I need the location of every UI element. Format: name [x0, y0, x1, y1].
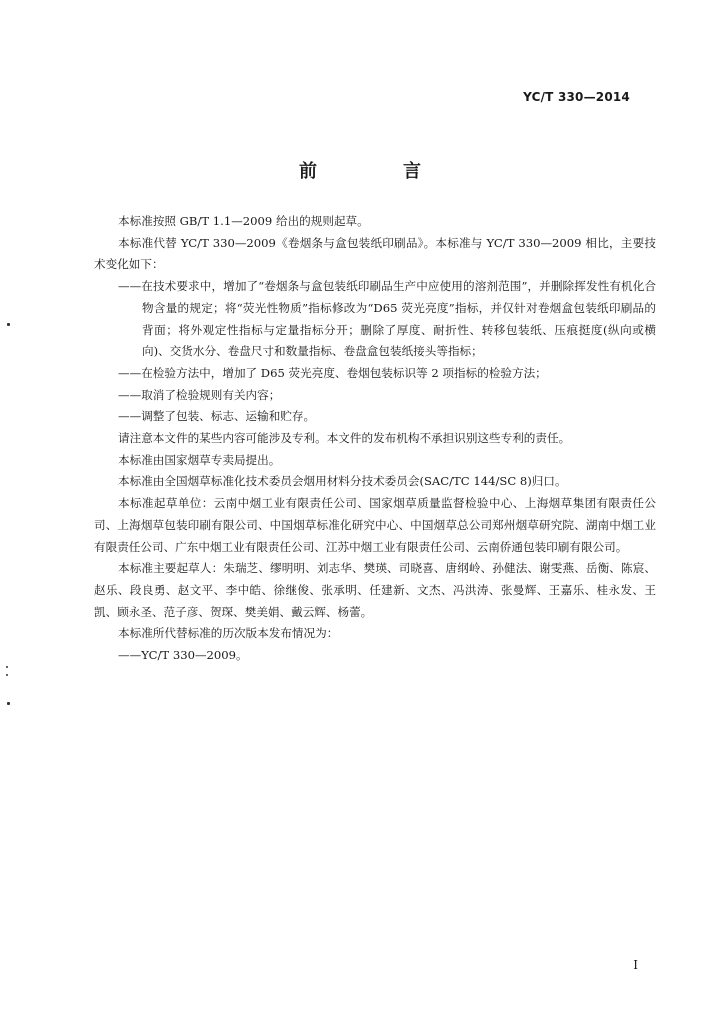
standard-code: YC/T 330—2014: [523, 90, 630, 104]
list-item: ——在技术要求中，增加了“卷烟条与盒包装纸印刷品生产中应使用的溶剂范围”，并删除挥发性有机化合物含量的规定；将“荧光性物质”指标修改为“D65 荧光亮度”指标，并仅针对卷烟盒包装纸印刷品的背面；将外观定性指标与定量指标分开；删除了厚度、耐折性、转移包装纸、压痕挺度(纵向或横向)、交货水分、卷盘尺寸和数量指标、卷盘盒包装纸接头等指标；: [118, 279, 656, 359]
list-item: ——取消了检验规则有关内容；: [118, 387, 281, 402]
list-item: ——YC/T 330—2009。: [118, 648, 248, 663]
scan-speck: [6, 666, 8, 668]
scan-speck: [7, 702, 10, 705]
paragraph: 本标准由全国烟草标准化技术委员会烟用材料分技术委员会(SAC/TC 144/SC 8)归口。: [118, 474, 567, 489]
paragraph: 请注意本文件的某些内容可能涉及专利。本文件的发布机构不承担识别这些专利的责任。: [118, 431, 571, 446]
paragraph: 本标准由国家烟草专卖局提出。: [118, 452, 281, 467]
paragraph: 本标准主要起草人：朱瑞芝、缪明明、刘志华、樊瑛、司晓喜、唐纲岭、孙健法、谢雯燕、岳衡、陈宸、赵乐、段良勇、赵文平、李中皓、徐继俊、张承明、任建新、文杰、冯洪涛、张曼辉、王嘉乐、桂永发、王凯、顾永圣、范子彦、贺琛、樊美娟、戴云辉、杨蕾。: [94, 561, 656, 619]
scan-speck: [6, 674, 8, 676]
page-title: 前 言: [299, 161, 455, 182]
list-item: ——调整了包装、标志、运输和贮存。: [118, 409, 316, 424]
foreword-body: [94, 211, 656, 667]
page-number: I: [633, 958, 638, 972]
paragraph: 本标准起草单位：云南中烟工业有限责任公司、国家烟草质量监督检验中心、上海烟草集团有限责任公司、上海烟草包装印刷有限公司、中国烟草标准化研究中心、中国烟草总公司郑州烟草研究院、湖南中烟工业有限责任公司、广东中烟工业有限责任公司、江苏中烟工业有限责任公司、云南侨通包装印刷有限公司。: [94, 496, 656, 554]
paragraph: 本标准按照 GB/T 1.1—2009 给出的规则起草。: [118, 214, 369, 228]
paragraph: 本标准所代替标准的历次版本发布情况为：: [118, 626, 339, 641]
paragraph: 本标准代替 YC/T 330—2009《卷烟条与盒包装纸印刷品》。本标准与 YC/T 330—2009 相比，主要技术变化如下：: [94, 235, 656, 272]
list-item: ——在检验方法中，增加了 D65 荧光亮度、卷烟包装标识等 2 项指标的检验方法；: [118, 365, 547, 380]
scan-speck: [7, 323, 10, 326]
